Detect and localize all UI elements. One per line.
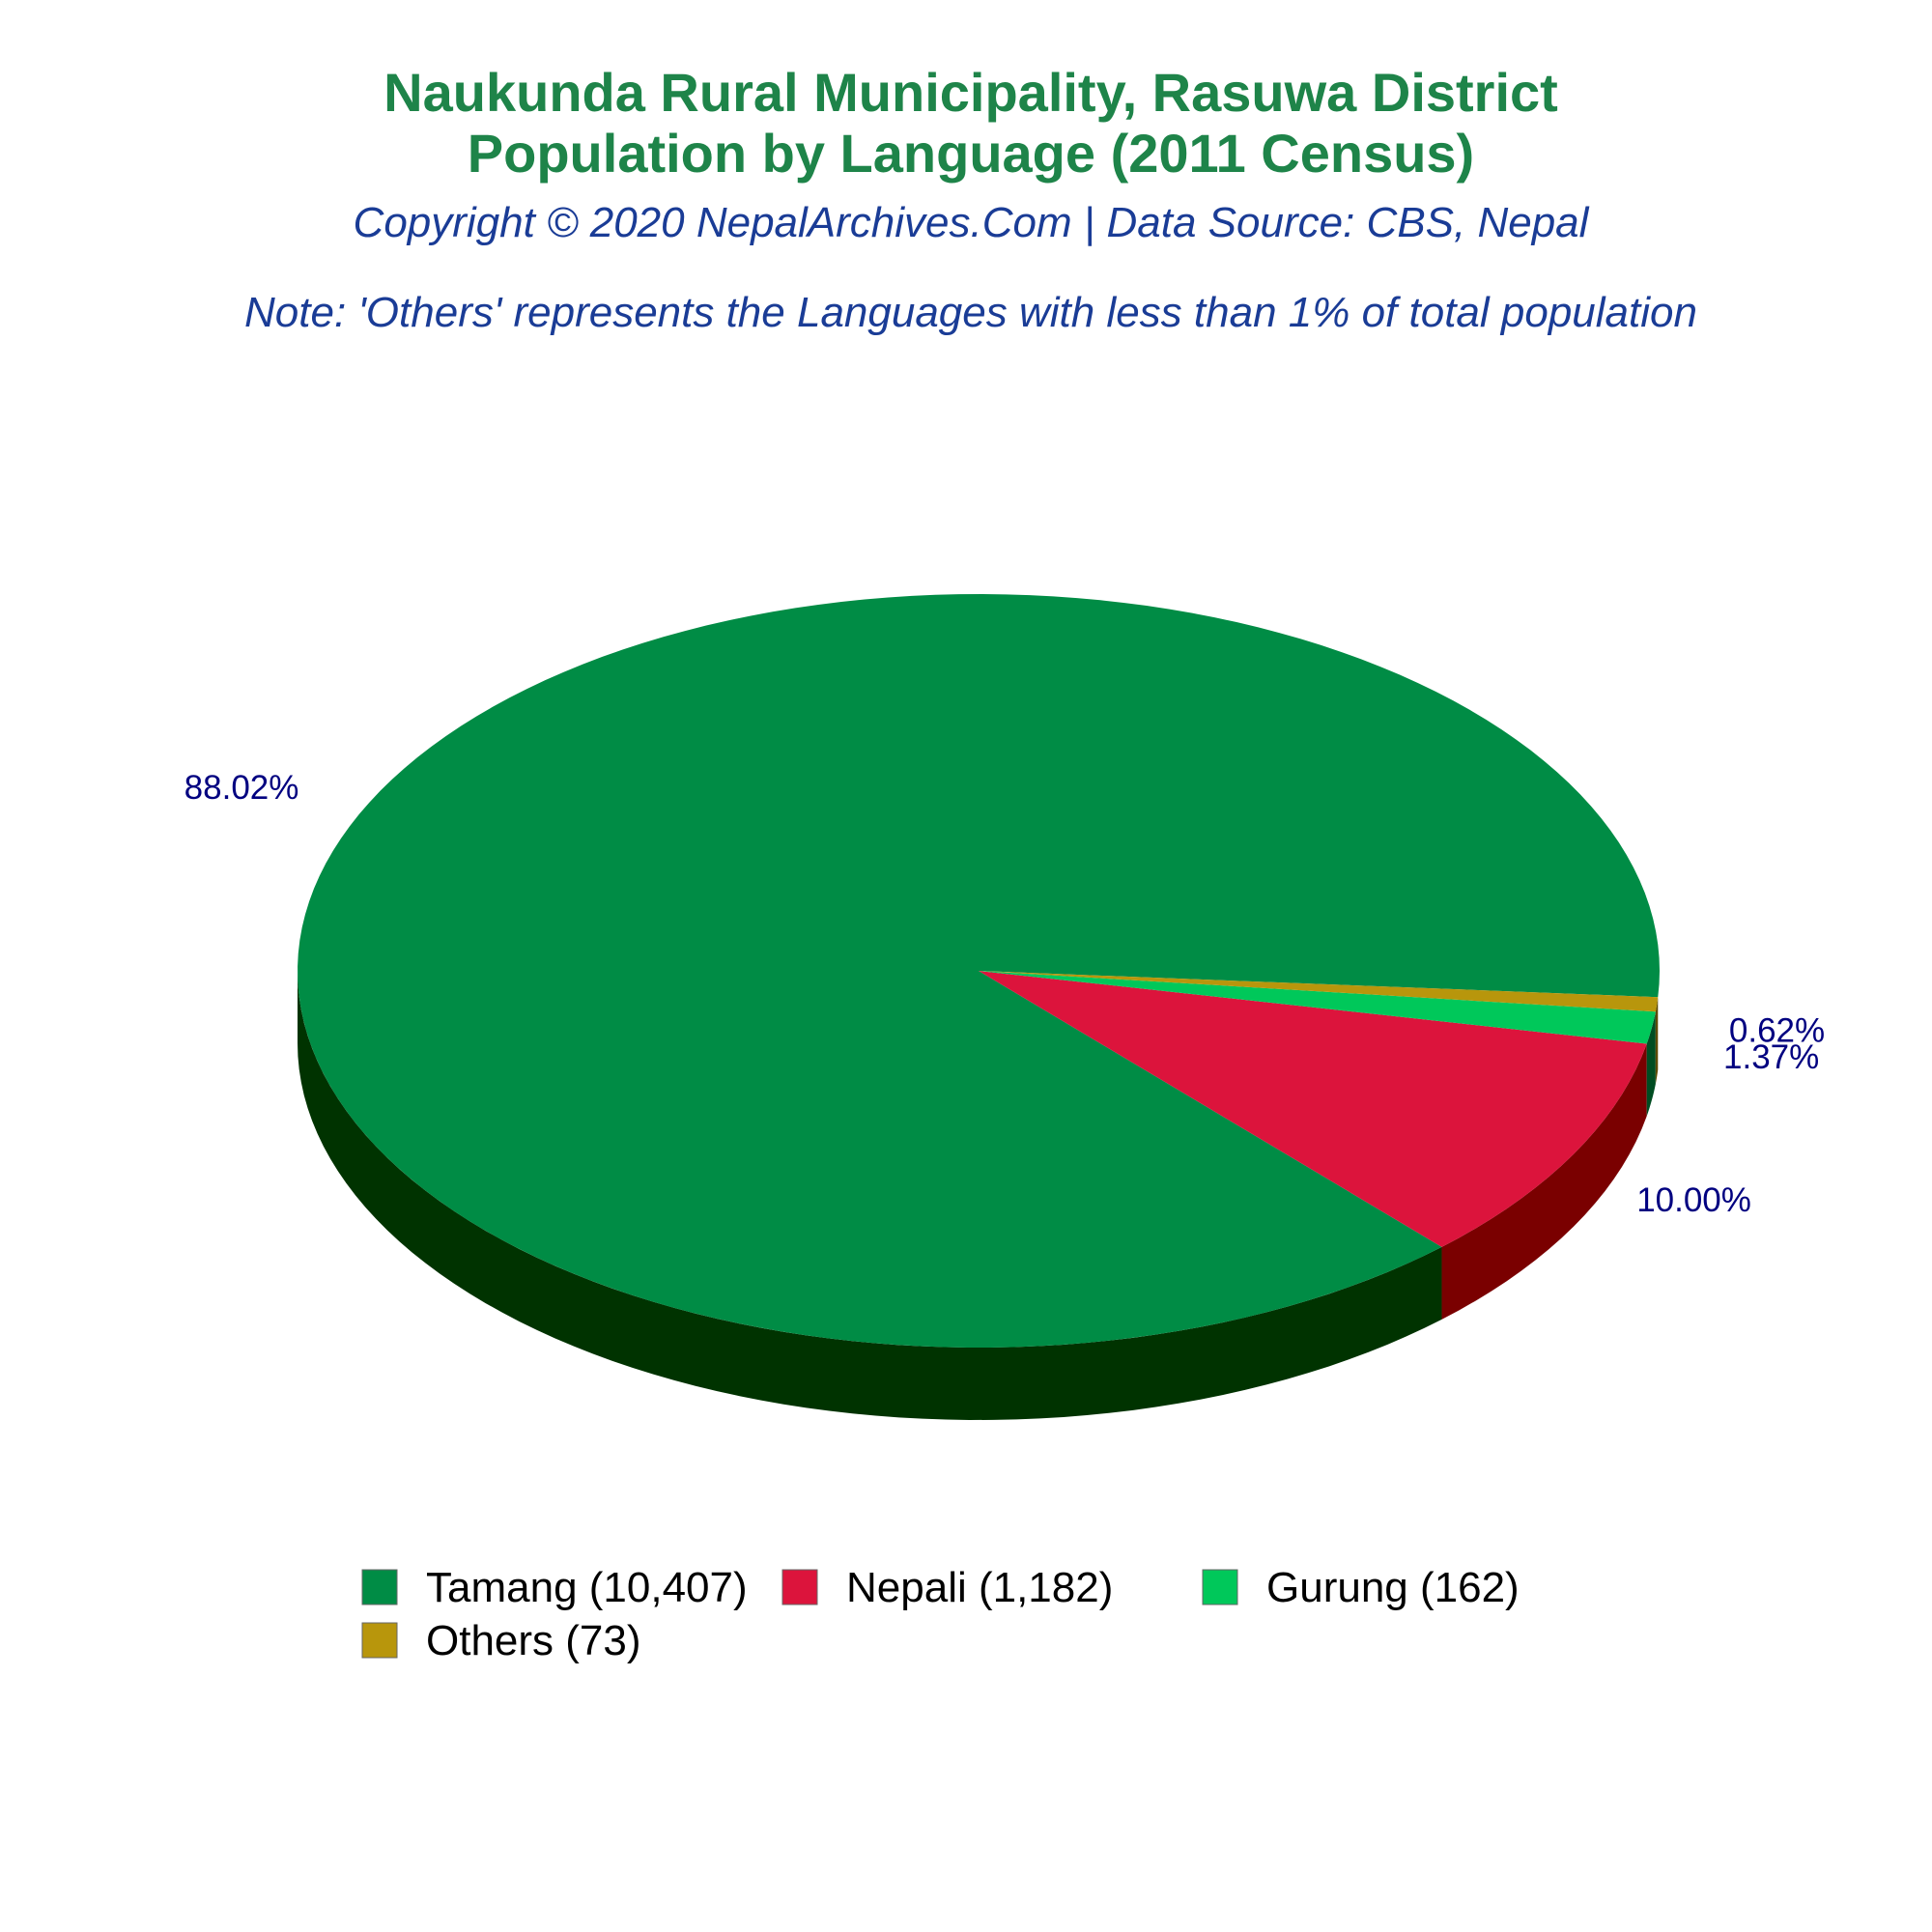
legend-label-others: Others (73) [426, 1617, 641, 1664]
legend-label-nepali: Nepali (1,182) [846, 1564, 1114, 1611]
legend-label-gurung: Gurung (162) [1266, 1564, 1520, 1611]
chart-title: Naukunda Rural Municipality, Rasuwa District [384, 62, 1558, 123]
legend-swatch-others [362, 1623, 397, 1658]
legend-label-tamang: Tamang (10,407) [426, 1564, 748, 1611]
pie-top [298, 594, 1660, 1348]
pct-label-nepali: 10.00% [1636, 1180, 1751, 1219]
pie-side-others [1656, 997, 1658, 1084]
pct-label-tamang: 88.02% [184, 769, 299, 808]
pct-label-others: 0.62% [1728, 1011, 1826, 1050]
legend [362, 1564, 1520, 1664]
legend-swatch-gurung [1203, 1570, 1237, 1605]
chart-note: Note: 'Others' represents the Languages with less than 1% of total population [244, 289, 1697, 336]
legend-swatch-tamang [362, 1570, 397, 1605]
legend-swatch-nepali [782, 1570, 817, 1605]
chart-subtitle: Copyright © 2020 NepalArchives.Com | Data Source: CBS, Nepal [353, 199, 1589, 246]
pct-label-gurung: 1.37% [1723, 1038, 1820, 1076]
chart-title-line2: Population by Language (2011 Census) [467, 123, 1475, 184]
